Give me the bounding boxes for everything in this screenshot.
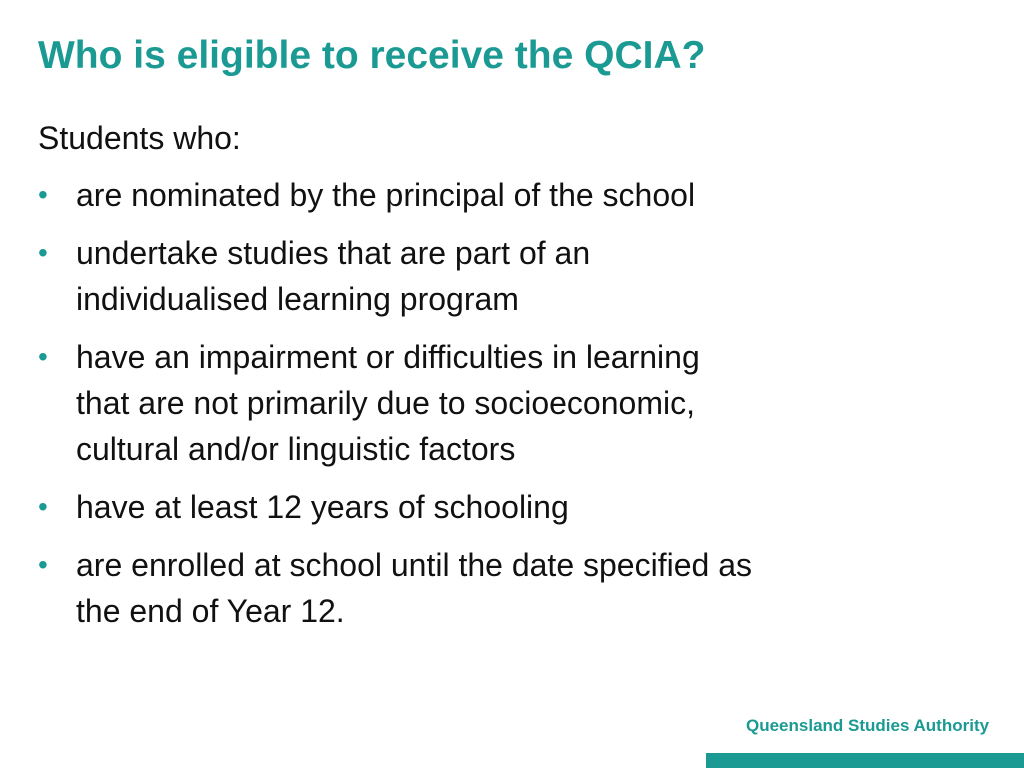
bullet-line: cultural and/or linguistic factors	[76, 431, 516, 467]
bullet-line: are nominated by the principal of the school	[76, 177, 696, 213]
organization-logo: Queensland Studies Authority	[746, 716, 990, 735]
bullet-line: have at least 12 years of schooling	[76, 489, 569, 525]
bullet-icon: •	[38, 341, 48, 372]
bullet-line: have an impairment or difficulties in learning	[76, 339, 700, 375]
bullet-item	[38, 172, 958, 218]
bullet-line: that are not primarily due to socioeconomic,	[76, 385, 695, 421]
bullet-item	[38, 484, 958, 530]
bullet-item	[38, 334, 958, 472]
bullet-icon: •	[38, 237, 48, 268]
bullet-item	[38, 542, 958, 634]
slide-title: Who is eligible to receive the QCIA?	[38, 34, 706, 77]
footer-accent-bar	[706, 753, 1024, 768]
bullet-line: undertake studies that are part of an	[76, 235, 591, 271]
bullet-line: are enrolled at school until the date specified as	[76, 547, 752, 583]
bullet-list	[38, 172, 958, 646]
bullet-line: individualised learning program	[76, 281, 519, 317]
bullet-icon: •	[38, 549, 48, 580]
intro-text: Students who:	[38, 120, 241, 156]
bullet-icon: •	[38, 179, 48, 210]
bullet-icon: •	[38, 491, 48, 522]
bullet-line: the end of Year 12.	[76, 593, 345, 629]
bullet-item	[38, 230, 958, 322]
